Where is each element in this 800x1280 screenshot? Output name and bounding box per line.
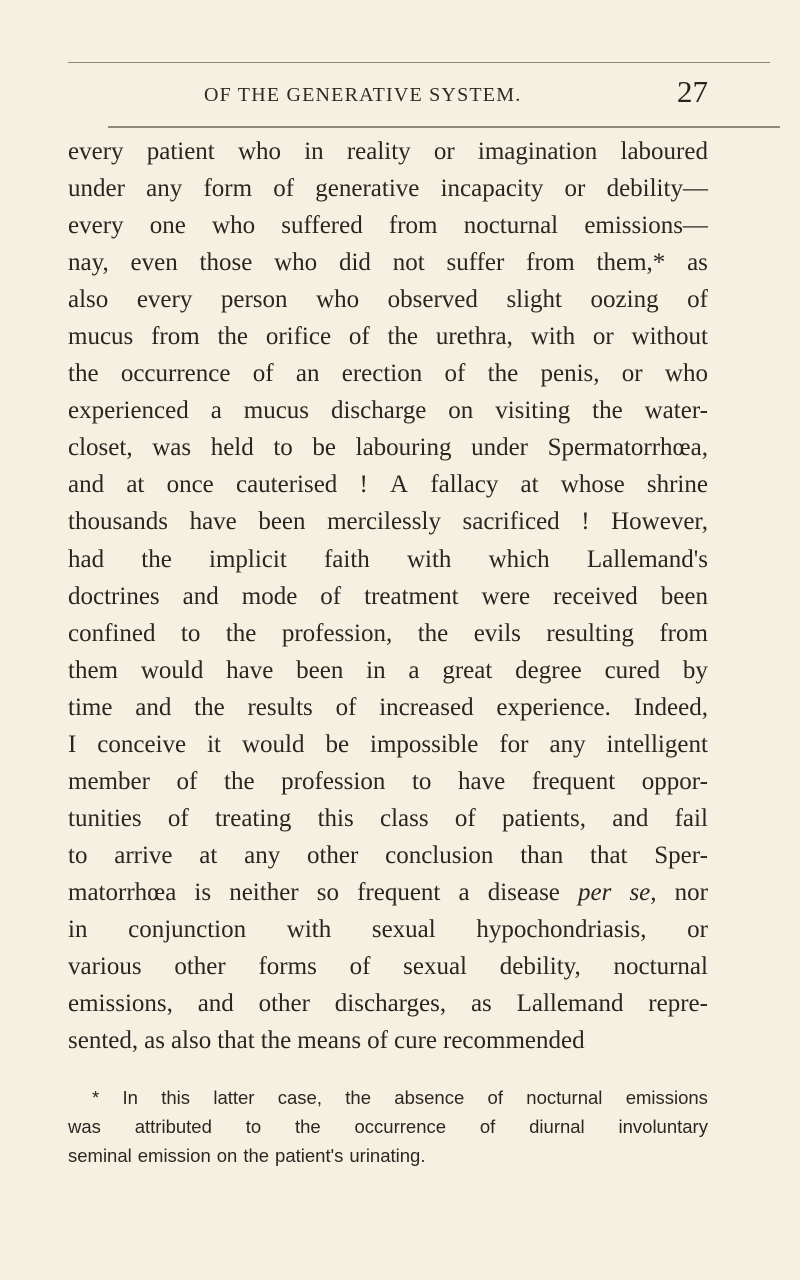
word: tunities xyxy=(68,804,142,832)
word: treating xyxy=(214,804,292,832)
word: results xyxy=(247,693,313,721)
word: in xyxy=(366,656,386,684)
word: from xyxy=(388,212,438,240)
word: of xyxy=(349,953,371,981)
word: recommended xyxy=(443,1027,585,1055)
word: and xyxy=(135,693,172,721)
word: Indeed, xyxy=(633,693,708,721)
word: as xyxy=(144,1027,165,1055)
word: urethra, xyxy=(435,323,513,351)
word: of xyxy=(444,360,466,388)
text-line xyxy=(68,657,708,694)
word: shrine xyxy=(646,471,708,499)
text-line xyxy=(68,620,708,657)
word: reality xyxy=(346,138,411,165)
text-line xyxy=(68,212,708,249)
word: one xyxy=(149,212,186,240)
word: urinating. xyxy=(349,1145,426,1166)
word: it xyxy=(207,730,222,758)
word: any xyxy=(549,730,586,758)
text-line xyxy=(68,471,708,508)
word: with xyxy=(286,915,332,943)
word: to xyxy=(273,434,293,462)
word: was xyxy=(68,1116,101,1137)
word: in xyxy=(68,915,88,943)
word: increased xyxy=(379,693,474,721)
text-line xyxy=(68,694,708,731)
word: cauterised xyxy=(235,471,338,499)
word: emissions xyxy=(625,1087,708,1108)
word: those xyxy=(199,249,253,277)
word: with xyxy=(406,545,452,573)
text-line xyxy=(68,805,708,842)
word: ! xyxy=(581,508,590,536)
word: the xyxy=(260,1027,292,1055)
word: and xyxy=(182,582,219,610)
word: erection xyxy=(341,360,423,388)
word: orifice xyxy=(265,323,332,351)
word: degree xyxy=(515,656,582,684)
word: the xyxy=(194,693,225,721)
word: arrive xyxy=(114,841,173,869)
word: seminal xyxy=(68,1145,132,1166)
word: sented, xyxy=(68,1027,139,1055)
page-number: 27 xyxy=(677,74,708,109)
word: other xyxy=(258,990,310,1018)
word: by xyxy=(682,656,708,684)
word: of xyxy=(367,1027,388,1055)
word: the xyxy=(225,619,257,647)
word: implicit xyxy=(209,545,287,573)
word: fallacy xyxy=(430,471,499,499)
word: neither xyxy=(229,878,299,906)
word: sexual xyxy=(403,953,468,981)
footnote-line xyxy=(68,1145,708,1174)
word: thousands xyxy=(68,508,168,536)
word: or xyxy=(687,915,708,943)
word: the xyxy=(592,397,623,425)
body-text xyxy=(68,138,708,1064)
word: Lallemand xyxy=(516,990,624,1018)
word: at xyxy=(520,471,539,499)
word: a xyxy=(210,397,222,425)
word: conclusion xyxy=(385,841,494,869)
word: other xyxy=(174,953,226,981)
word: evils xyxy=(473,619,521,647)
word: of xyxy=(176,767,198,795)
word: nocturnal xyxy=(526,1087,603,1108)
text-line xyxy=(68,323,708,360)
word: profession xyxy=(281,767,386,795)
word: have xyxy=(458,767,506,795)
word: be xyxy=(312,434,337,462)
word: of xyxy=(252,360,274,388)
word: on xyxy=(216,1145,238,1166)
word: suffered xyxy=(281,212,363,240)
word: that xyxy=(217,1027,255,1055)
word: be xyxy=(325,730,350,758)
word: ! xyxy=(359,471,368,499)
word: generative xyxy=(315,175,420,203)
word: this xyxy=(317,804,354,832)
word: experienced xyxy=(68,397,189,425)
word: * xyxy=(92,1087,100,1108)
word: the xyxy=(387,323,419,351)
word: great xyxy=(442,656,493,684)
footnote-line xyxy=(68,1087,708,1116)
word: In xyxy=(122,1087,138,1108)
word: or xyxy=(433,138,455,165)
word: the xyxy=(68,360,99,388)
word: held xyxy=(210,434,254,462)
word: to xyxy=(180,619,201,647)
word: every xyxy=(136,286,193,314)
word: received xyxy=(553,582,638,610)
word: sacrificed xyxy=(462,508,560,536)
word: absence xyxy=(394,1087,465,1108)
word: the xyxy=(294,1116,321,1137)
running-head: OF THE GENERATIVE SYSTEM. xyxy=(204,84,522,106)
word: suffer xyxy=(446,249,505,277)
text-line xyxy=(68,731,708,768)
word: latter xyxy=(213,1087,255,1108)
word: class xyxy=(379,804,429,832)
word: as xyxy=(687,249,708,277)
word: Sper- xyxy=(654,841,708,869)
word: laboured xyxy=(620,138,708,165)
word: them xyxy=(68,656,118,684)
word: frequent xyxy=(531,767,616,795)
word: and xyxy=(612,804,649,832)
word: or xyxy=(564,175,586,203)
word: form xyxy=(203,175,253,203)
word: also xyxy=(68,286,109,314)
word: impossible xyxy=(370,730,479,758)
word: had xyxy=(68,545,105,573)
word: matorrhœa xyxy=(68,878,177,906)
word: nocturnal xyxy=(613,953,708,981)
word: treatment xyxy=(364,582,459,610)
word: of xyxy=(454,804,476,832)
word: the xyxy=(345,1087,371,1108)
word: which xyxy=(488,545,550,573)
word: nocturnal xyxy=(463,212,559,240)
word: Spermatorrhœa, xyxy=(547,434,708,462)
word: every xyxy=(68,212,124,240)
word: Lallemand's xyxy=(586,545,708,573)
word: an xyxy=(295,360,320,388)
word: sexual xyxy=(371,915,436,943)
word: case, xyxy=(277,1087,322,1108)
word: attributed xyxy=(134,1116,212,1137)
word: the xyxy=(224,767,255,795)
word: patient xyxy=(146,138,215,165)
text-line xyxy=(68,953,708,990)
word: this xyxy=(161,1087,191,1108)
word: visiting xyxy=(495,397,571,425)
text-line xyxy=(68,1027,708,1064)
word: imagination xyxy=(477,138,598,165)
word: confined xyxy=(68,619,156,647)
word: disease xyxy=(487,878,560,906)
word: whose xyxy=(560,471,625,499)
word: them,* xyxy=(596,249,666,277)
word: from xyxy=(151,323,200,351)
word: doctrines xyxy=(68,582,160,610)
word: a xyxy=(408,656,420,684)
text-line xyxy=(68,842,708,879)
word: not xyxy=(392,249,425,277)
word: and xyxy=(68,471,105,499)
word: closet, xyxy=(68,434,133,462)
word: mucus xyxy=(243,397,310,425)
word: who xyxy=(274,249,318,277)
word: were xyxy=(481,582,531,610)
word: means xyxy=(297,1027,362,1055)
footnote xyxy=(68,1087,708,1174)
text-line xyxy=(68,768,708,805)
word: of xyxy=(320,582,342,610)
text-line xyxy=(68,138,708,175)
word: member xyxy=(68,767,150,795)
word: any xyxy=(146,175,183,203)
word: every xyxy=(68,138,124,165)
word: emission xyxy=(137,1145,211,1166)
word: any xyxy=(244,841,281,869)
word: who xyxy=(237,138,281,165)
word: experience. xyxy=(496,693,611,721)
word: frequent xyxy=(357,878,441,906)
word: with xyxy=(530,323,576,351)
word: that xyxy=(590,841,628,869)
text-line xyxy=(68,249,708,286)
word: the xyxy=(141,545,172,573)
word: conjunction xyxy=(128,915,247,943)
word: even xyxy=(130,249,178,277)
word: A xyxy=(390,471,409,499)
word: discharges, xyxy=(334,990,447,1018)
word: slight xyxy=(506,286,563,314)
word: oppor- xyxy=(641,767,708,795)
word: of xyxy=(487,1087,503,1108)
word: of xyxy=(167,804,189,832)
word: occurrence xyxy=(354,1116,447,1137)
text-line xyxy=(68,916,708,953)
word: was xyxy=(152,434,192,462)
word: observed xyxy=(387,286,478,314)
word: conceive xyxy=(97,730,187,758)
text-line xyxy=(68,360,708,397)
word: been xyxy=(660,582,708,610)
word: as xyxy=(470,990,492,1018)
word: resulting xyxy=(546,619,634,647)
word: mucus xyxy=(68,323,134,351)
text-line xyxy=(68,434,708,471)
word: debility, xyxy=(499,953,581,981)
word: labouring xyxy=(355,434,452,462)
word: the xyxy=(487,360,519,388)
word: under xyxy=(471,434,528,462)
word: have xyxy=(189,508,237,536)
word: would xyxy=(241,730,305,758)
word: also xyxy=(170,1027,212,1055)
word: of xyxy=(687,286,708,314)
word: been xyxy=(258,508,306,536)
word: discharge xyxy=(330,397,427,425)
word: intelligent xyxy=(606,730,708,758)
word: I xyxy=(68,730,77,758)
word: of xyxy=(273,175,295,203)
header-rule xyxy=(108,126,780,128)
word: patients, xyxy=(501,804,586,832)
word: mercilessly xyxy=(327,508,441,536)
word: nor xyxy=(674,878,708,906)
word: water- xyxy=(644,397,708,425)
word: is xyxy=(194,878,212,906)
word: occurrence xyxy=(120,360,231,388)
text-line xyxy=(68,546,708,583)
word: the xyxy=(243,1145,270,1166)
text-line xyxy=(68,583,708,620)
top-rule xyxy=(68,62,770,63)
word: per xyxy=(578,878,612,906)
word: diurnal xyxy=(529,1116,585,1137)
word: oozing xyxy=(590,286,659,314)
word: mode xyxy=(241,582,298,610)
word: time xyxy=(68,693,113,721)
word: repre- xyxy=(648,990,708,1018)
word: faith xyxy=(323,545,370,573)
word: from xyxy=(526,249,575,277)
word: penis, xyxy=(540,360,600,388)
word: without xyxy=(631,323,708,351)
word: or xyxy=(592,323,614,351)
word: a xyxy=(458,878,470,906)
text-line xyxy=(68,508,708,545)
word: or xyxy=(621,360,643,388)
page-header xyxy=(68,74,708,118)
word: to xyxy=(68,841,88,869)
word: at xyxy=(126,471,145,499)
word: the xyxy=(217,323,249,351)
word: and xyxy=(197,990,234,1018)
word: would xyxy=(140,656,204,684)
word: patient's xyxy=(275,1145,344,1166)
word: involuntary xyxy=(618,1116,708,1137)
word: who xyxy=(316,286,360,314)
word: of xyxy=(348,323,370,351)
word: so xyxy=(316,878,339,906)
word: person xyxy=(220,286,288,314)
word: to xyxy=(245,1116,262,1137)
text-line xyxy=(68,286,708,323)
word: various xyxy=(68,953,142,981)
word: emissions, xyxy=(68,990,173,1018)
word: in xyxy=(304,138,324,165)
word: of xyxy=(479,1116,496,1137)
word: profession, xyxy=(281,619,393,647)
word: the xyxy=(417,619,449,647)
word: at xyxy=(199,841,218,869)
footnote-line xyxy=(68,1116,708,1145)
word: se, xyxy=(629,878,657,906)
word: fail xyxy=(674,804,708,832)
text-line xyxy=(68,990,708,1027)
word: of xyxy=(335,693,357,721)
word: been xyxy=(296,656,344,684)
word: did xyxy=(338,249,371,277)
word: hypochondriasis, xyxy=(476,915,647,943)
text-line xyxy=(68,879,708,916)
word: to xyxy=(411,767,432,795)
word: from xyxy=(659,619,708,647)
word: on xyxy=(448,397,474,425)
word: forms xyxy=(258,953,317,981)
word: who xyxy=(212,212,256,240)
text-line xyxy=(68,175,708,212)
word: for xyxy=(499,730,529,758)
word: debility— xyxy=(606,175,708,203)
word: However, xyxy=(611,508,708,536)
word: who xyxy=(664,360,708,388)
word: cured xyxy=(604,656,661,684)
word: under xyxy=(68,175,125,203)
word: emissions— xyxy=(584,212,708,240)
word: once xyxy=(166,471,214,499)
word: have xyxy=(226,656,274,684)
text-line xyxy=(68,397,708,434)
word: than xyxy=(520,841,564,869)
word: nay, xyxy=(68,249,109,277)
word: cure xyxy=(393,1027,438,1055)
word: other xyxy=(306,841,359,869)
word: incapacity xyxy=(440,175,544,203)
